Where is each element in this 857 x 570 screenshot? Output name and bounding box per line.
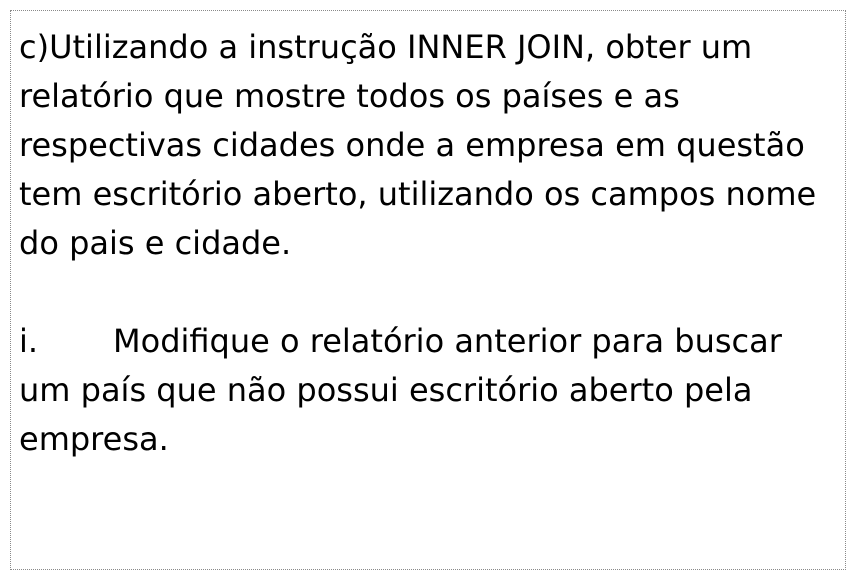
document-body (19, 23, 839, 464)
text-box-frame (10, 10, 846, 570)
paragraph-spacer (19, 268, 839, 317)
paragraph-c: c)Utilizando a instrução INNER JOIN, obter um relatório que mostre todos os países e as respectivas cidades onde a empresa em questão tem escritório aberto, utilizando os campos nome do pais e cidade. (19, 28, 817, 262)
list-item-number: i. (19, 322, 39, 360)
list-item-i (19, 317, 839, 464)
list-item-text: Modifique o relatório anterior para buscar um país que não possui escritório aberto pela empresa. (19, 322, 782, 458)
